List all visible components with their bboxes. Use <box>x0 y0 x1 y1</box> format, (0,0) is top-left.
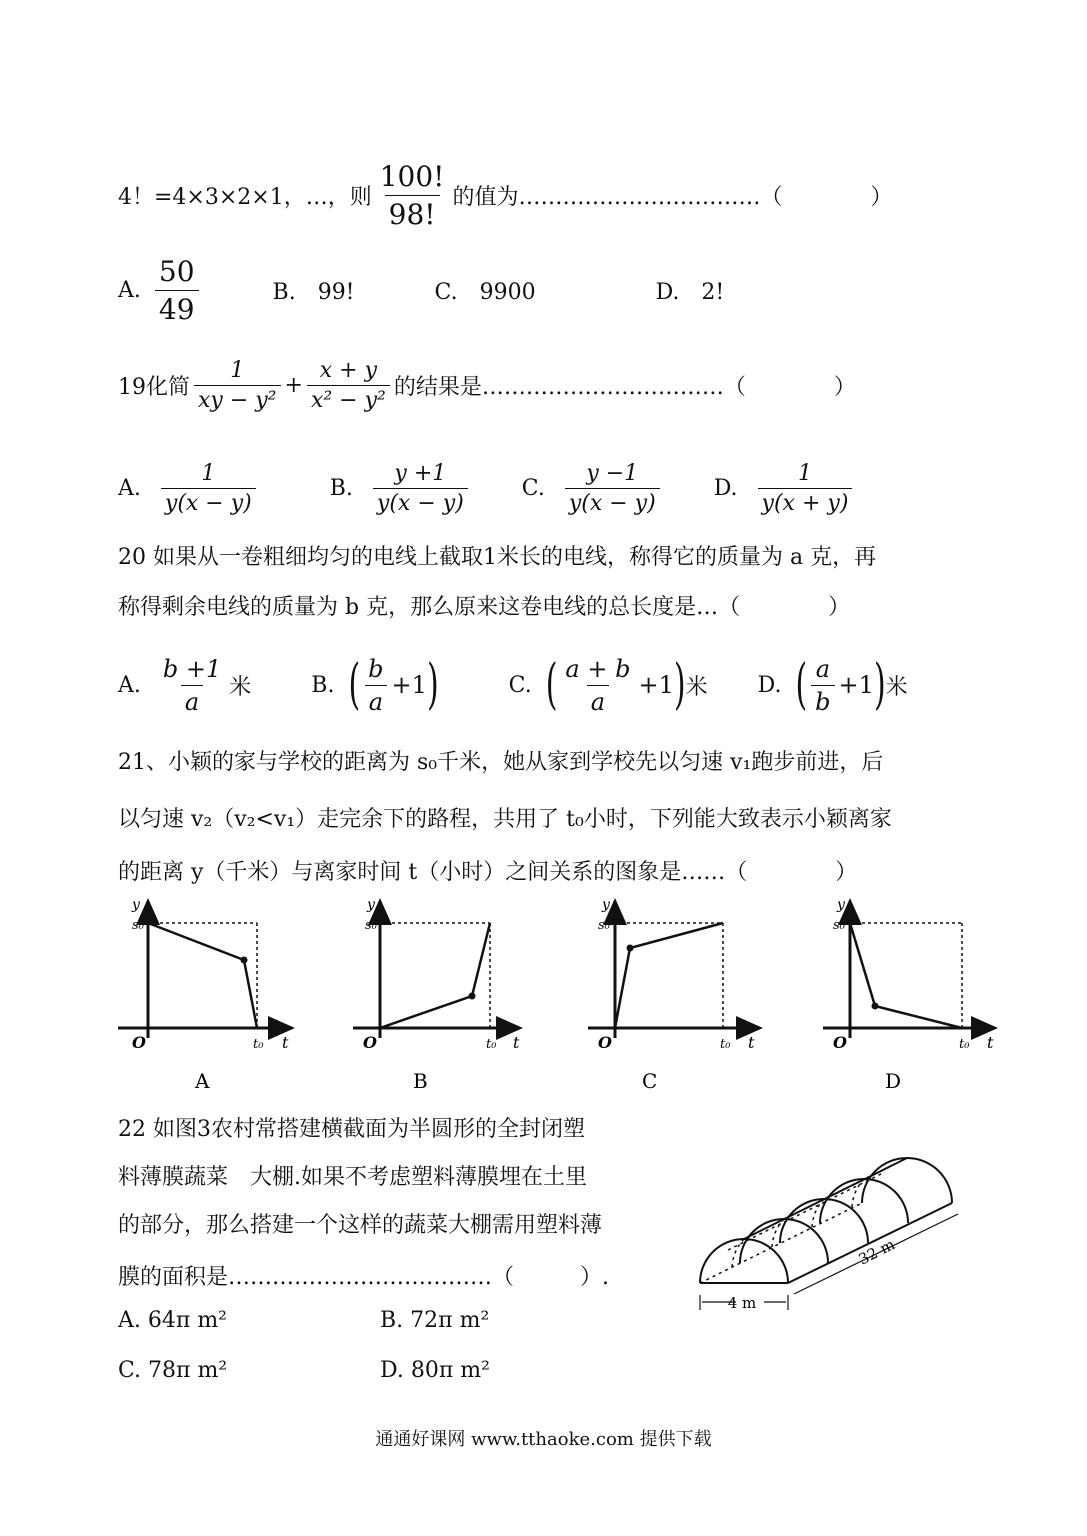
q19-option-c-frac <box>565 461 660 516</box>
q18-options <box>118 250 724 330</box>
q20-option-c-unit: 米 <box>685 674 708 700</box>
q20-line-1: 20 如果从一卷粗细均匀的电线上截取1米长的电线，称得它的质量为 a 克，再 <box>118 545 877 570</box>
graph-d-s0-label: s₀ <box>833 918 845 933</box>
graph-a-caption: A <box>195 1069 210 1093</box>
q19-option-c-label: C. <box>521 475 545 501</box>
graph-c-y-label: y <box>602 897 610 913</box>
graph-a-y-label: y <box>132 897 140 913</box>
q19-stem <box>118 345 856 425</box>
page-footer: 通通好课网 www.tthaoke.com 提供下载 <box>375 1429 712 1450</box>
q18-option-a-num: 50 <box>158 254 195 288</box>
graph-a-t0-label: t₀ <box>253 1037 264 1052</box>
graph-d <box>823 897 995 1093</box>
q19-option-d-num: 1 <box>797 460 812 486</box>
q18-frac-num: 100! <box>379 159 445 193</box>
q22-option-d: D. 80π m² <box>380 1358 490 1383</box>
q19-term1-den: xy − y² <box>194 385 281 413</box>
q18-prefix: 4！=4×3×2×1，…，则 <box>118 184 372 210</box>
q20-option-d-num: a <box>815 654 831 683</box>
greenhouse-width-label: 4 m <box>727 1294 757 1312</box>
q18-option-c: C. 9900 <box>434 279 536 305</box>
graph-b-caption: B <box>413 1069 428 1093</box>
graph-b-s0-label: s₀ <box>365 918 377 933</box>
graph-c-caption: C <box>642 1069 658 1093</box>
graph-c-t-label: t <box>748 1033 755 1052</box>
q19-option-b-num: y +1 <box>394 460 447 486</box>
greenhouse-figure <box>690 1140 980 1320</box>
q20-option-b-den: a <box>365 685 387 716</box>
q21-graphs <box>110 893 1010 1098</box>
graph-c-s0-label: s₀ <box>598 918 610 933</box>
graph-c-t0-label: t₀ <box>720 1037 731 1052</box>
graph-b <box>353 897 520 1093</box>
q19-term1 <box>194 358 281 413</box>
q20-option-b-num: b <box>368 654 384 683</box>
q22-line-3: 的部分，那么搭建一个这样的蔬菜大棚需用塑料薄 <box>118 1213 603 1238</box>
graph-d-caption: D <box>885 1069 902 1093</box>
q22-line-1: 22 如图3农村常搭建横截面为半圆形的全封闭塑 <box>118 1117 585 1142</box>
q18-fraction <box>376 160 449 231</box>
q20-option-d-plus: +1 <box>838 671 874 699</box>
graph-a-s0-label: s₀ <box>132 918 144 933</box>
q19-term2 <box>307 358 390 413</box>
graph-b-y-label: y <box>367 897 375 913</box>
q21-line-2: 以匀速 v₂（v₂<v₁）走完余下的路程，共用了 t₀小时，下列能大致表示小颖离家 <box>118 807 892 832</box>
q22-line-2: 料薄膜蔬菜 大棚.如果不考虑塑料薄膜埋在土里 <box>118 1165 587 1190</box>
q19-option-b-den: y(x − y) <box>373 488 468 516</box>
q20-option-c-den: a <box>587 685 609 716</box>
q20-option-b-frac <box>364 655 387 716</box>
graph-c <box>588 897 760 1093</box>
q19-term2-den: x² − y² <box>307 385 390 413</box>
q19-option-d-label: D. <box>713 475 738 501</box>
q20-option-b-label: B. <box>311 672 335 698</box>
q19-term2-num: x + y <box>319 357 378 383</box>
graph-d-t-label: t <box>987 1033 994 1052</box>
q19-option-a-num: 1 <box>201 460 216 486</box>
q20-option-c-plus: +1 <box>638 671 674 699</box>
q19-option-d-den: y(x + y) <box>758 488 853 516</box>
q20-option-d-den: b <box>811 685 834 716</box>
q20-option-d-label: D. <box>757 672 782 698</box>
q20-option-d-frac <box>811 655 834 716</box>
q19-option-d-frac <box>758 461 853 516</box>
q20-option-a-num: b +1 <box>162 654 222 683</box>
graph-a <box>118 897 292 1093</box>
q20-option-c-num: a + b <box>565 654 631 683</box>
graph-d-origin-label: O <box>833 1033 847 1052</box>
graph-b-t-label: t <box>513 1033 520 1052</box>
q21-line-1: 21、小颖的家与学校的距离为 s₀千米，她从家到学校先以匀速 v₁跑步前进，后 <box>118 750 884 775</box>
graph-b-t0-label: t₀ <box>486 1037 497 1052</box>
graph-d-t0-label: t₀ <box>959 1037 970 1052</box>
q22-line-4: 膜的面积是………………………………（ ）. <box>118 1265 609 1290</box>
q19-option-b-label: B. <box>329 475 353 501</box>
graph-a-t-label: t <box>282 1033 289 1052</box>
graph-d-y-label: y <box>837 897 845 913</box>
graph-a-origin-label: O <box>132 1033 146 1052</box>
q20-option-a-label: A. <box>118 672 141 698</box>
q19-option-a-den: y(x − y) <box>161 488 256 516</box>
q19-option-c-den: y(x − y) <box>565 488 660 516</box>
q20-option-a-unit: 米 <box>229 674 252 700</box>
q19-prefix: 19化简 <box>118 374 190 400</box>
q19-option-b-frac <box>373 461 468 516</box>
q21-line-3: 的距离 y（千米）与离家时间 t（小时）之间关系的图象是……（ ） <box>118 860 858 885</box>
q18-stem <box>118 150 892 240</box>
q22-option-a: A. 64π m² <box>118 1308 228 1333</box>
graph-b-origin-label: O <box>363 1033 377 1052</box>
q22-option-c: C. 78π m² <box>118 1358 228 1383</box>
greenhouse-length-label: 32 m <box>855 1235 898 1269</box>
q18-frac-den: 98! <box>385 195 440 231</box>
q19-suffix: 的结果是……………………………（ ） <box>393 374 856 400</box>
q19-option-a-frac <box>161 461 256 516</box>
q19-plus: + <box>284 372 303 398</box>
q19-option-a-label: A. <box>118 475 141 501</box>
q18-suffix: 的值为……………………………（ ） <box>452 184 893 210</box>
q20-option-a-den: a <box>181 685 203 716</box>
q20-option-c-label: C. <box>508 672 532 698</box>
q18-option-a-frac <box>155 255 199 326</box>
q18-option-a-label: A. <box>118 277 141 303</box>
q20-option-d-unit: 米 <box>885 674 908 700</box>
q19-option-c-num: y −1 <box>586 460 639 486</box>
q22-option-b: B. 72π m² <box>380 1308 490 1333</box>
q20-line-2: 称得剩余电线的质量为 b 克，那么原来这卷电线的总长度是…（ ） <box>118 595 851 620</box>
q18-option-d: D. 2! <box>655 279 725 305</box>
q19-term1-num: 1 <box>230 357 245 383</box>
q19-options <box>118 448 856 528</box>
q18-option-b: B. 99! <box>272 279 355 305</box>
q20-option-b-plus: +1 <box>391 671 427 699</box>
graph-c-origin-label: O <box>598 1033 612 1052</box>
q20-option-a-frac <box>159 655 225 716</box>
q20-options: A. $\frac{b +1}{a}$ 米 B. ( $\frac{b}{a}$ +1 ) C. ( $\frac{a + b}{a}$ +1 ) 米 D. ( $\frac{a}{b}$ +1 ) 米 <box>118 653 908 717</box>
q18-option-a-den: 49 <box>155 290 199 326</box>
q20-option-c-frac <box>561 655 634 716</box>
